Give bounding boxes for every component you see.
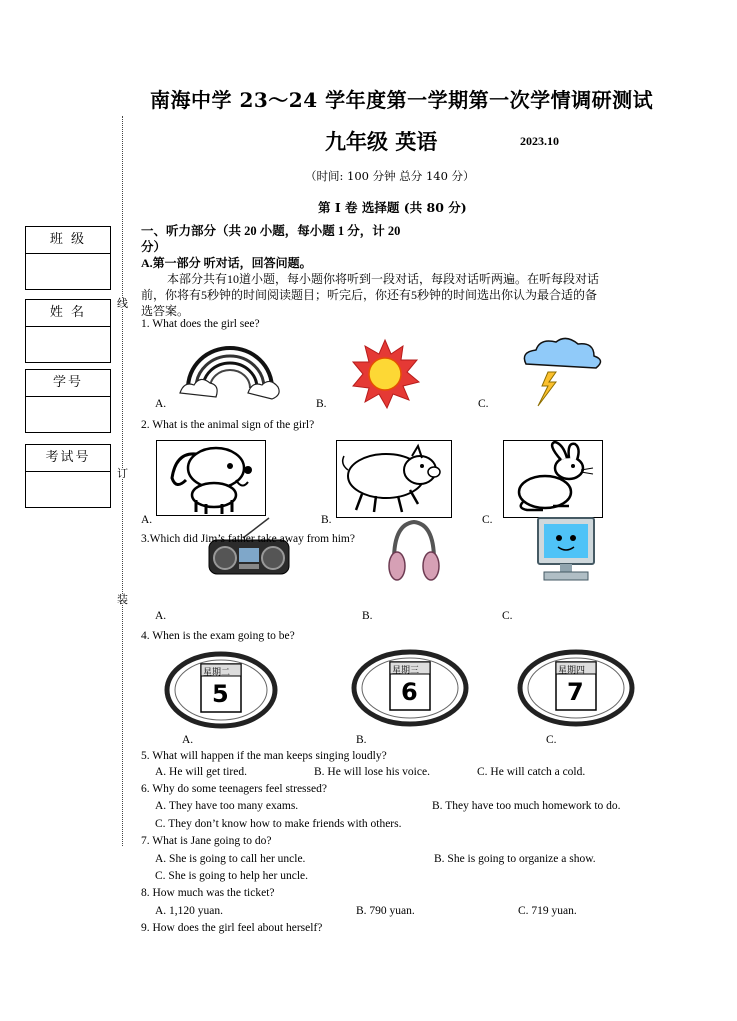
section-heading: 一、听力部分（共 20 小题，每小题 1 分，计 20 [141,224,401,238]
computer-image [534,516,598,584]
dog-image [156,440,266,516]
q5-option-b[interactable]: B. He will lose his voice. [314,766,430,778]
q8-option-c[interactable]: C. 719 yuan. [518,905,577,917]
subheading: A.第一部分 听对话，回答问题。 [141,256,312,270]
exam-title: 南海中学 23～24 学年度第一学期第一次学情调研测试 [150,88,654,112]
exam-number-box[interactable] [25,444,111,508]
pig-image [336,440,452,518]
calendar-c-number: 7 [567,678,584,706]
binding-char-ding: 订 [117,467,128,480]
q3-option-a[interactable]: A. [155,610,167,622]
section-heading-cont: 分） [141,240,167,254]
instructions-line3: 选答案。 [141,304,190,318]
sun-image [348,338,422,410]
q2-option-c[interactable]: C. [482,514,493,526]
binding-char-zhuang: 装 [117,593,128,606]
q3-option-b[interactable]: B. [362,610,373,622]
question-4: 4. When is the exam going to be? [141,630,295,642]
question-1: 1. What does the girl see? [141,318,260,330]
q5-option-c[interactable]: C. He will catch a cold. [477,766,586,778]
q2-option-a[interactable]: A. [141,514,153,526]
grade-subject: 九年级 英语 [325,129,438,154]
calendar-b-day: 星期三 [392,666,420,676]
q1-option-b[interactable]: B. [316,398,327,410]
q4-option-b[interactable]: B. [356,734,367,746]
name-label: 姓 名 [26,300,110,327]
instructions-line2: 前，你将有5秒钟的时间阅读题目；听完后，你还有5秒钟的时间选出你认为最合适的备 [141,288,598,302]
time-score-info: （时间: 100 分钟 总分 140 分） [305,169,475,183]
q2-option-b[interactable]: B. [321,514,332,526]
q4-option-c[interactable]: C. [546,734,557,746]
q6-option-c[interactable]: C. They don’t know how to make friends with others. [155,818,402,830]
student-id-box[interactable] [25,369,111,433]
q4-option-a[interactable]: A. [182,734,194,746]
name-box[interactable] [25,299,111,363]
q7-option-b[interactable]: B. She is going to organize a show. [434,853,596,865]
class-box[interactable] [25,226,111,290]
instructions-line1: 本部分共有10道小题，每小题你将听到一段对话，每段对话听两遍。在听每段对话 [167,272,600,286]
rabbit-image [503,440,603,518]
binding-char-xian: 线 [117,297,128,310]
q6-option-b[interactable]: B. They have too much homework to do. [432,800,621,812]
q8-option-a[interactable]: A. 1,120 yuan. [155,905,224,917]
binding-line [122,116,123,846]
question-8: 8. How much was the ticket? [141,887,275,899]
exam-number-label: 考试号 [26,445,110,472]
q8-option-b[interactable]: B. 790 yuan. [356,905,415,917]
q5-option-a[interactable]: A. He will get tired. [155,766,247,778]
question-7: 7. What is Jane going to do? [141,835,272,847]
class-label: 班 级 [26,227,110,254]
question-2: 2. What is the animal sign of the girl? [141,419,315,431]
question-5: 5. What will happen if the man keeps singing loudly? [141,750,387,762]
q6-option-a[interactable]: A. They have too many exams. [155,800,299,812]
q7-option-a[interactable]: A. She is going to call her uncle. [155,853,306,865]
part-heading: 第 I 卷 选择题 (共 80 分) [318,200,467,215]
rainbow-image [178,338,282,400]
q7-option-c[interactable]: C. She is going to help her uncle. [155,870,308,882]
calendar-a-day: 星期二 [203,668,231,678]
q3-option-c[interactable]: C. [502,610,513,622]
question-9: 9. How does the girl feel about herself? [141,922,323,934]
thunderstorm-image [516,336,606,408]
question-6: 6. Why do some teenagers feel stressed? [141,783,327,795]
exam-date: 2023.10 [520,134,559,148]
calendar-b-number: 6 [401,678,418,706]
calendar-c-day: 星期四 [558,666,586,676]
question-3: 3.Which did Jim’s father take away from him? [141,533,355,545]
q1-option-a[interactable]: A. [155,398,167,410]
q1-option-c[interactable]: C. [478,398,489,410]
calendar-a-number: 5 [212,680,229,708]
student-id-label: 学号 [26,370,110,397]
headphones-image [386,518,442,584]
